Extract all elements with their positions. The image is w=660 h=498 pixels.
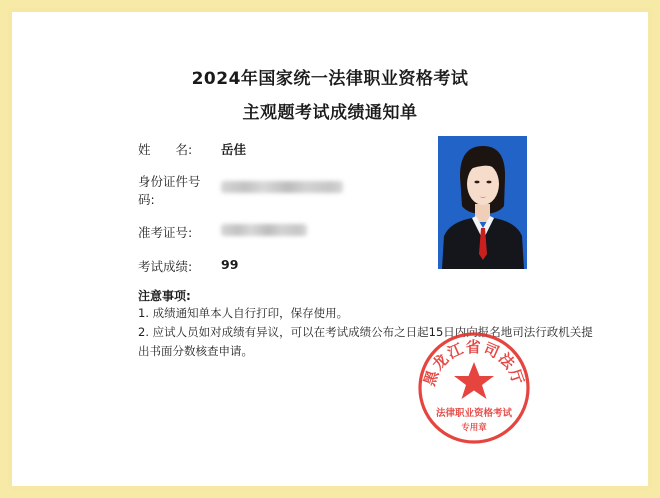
notice-item-2-line2: 出书面分数核查申请。: [138, 344, 253, 358]
exam-number-label: 准考证号:: [138, 225, 193, 240]
official-seal: [416, 330, 532, 446]
score-value: 99: [221, 257, 239, 272]
notice-item-1: 1. 成绩通知单本人自行打印，保存使用。: [138, 306, 349, 320]
svg-text:黑龙江省司法厅: 黑龙江省司法厅: [420, 338, 528, 389]
notice-title: 注意事项:: [138, 289, 191, 303]
document-title: 2024年国家统一法律职业资格考试: [191, 69, 469, 89]
name-value: 岳佳: [221, 142, 247, 157]
exam-number-redacted: [221, 224, 307, 236]
svg-text:法律职业资格考试: 法律职业资格考试: [435, 408, 513, 419]
score-label: 考试成绩:: [138, 259, 193, 274]
svg-text:专用章: 专用章: [461, 423, 487, 433]
notice-item-2-line1: 2. 应试人员如对成绩有异议，可以在考试成绩公布之日起15日内向报名地司法行政机关提: [138, 325, 593, 339]
id-photo: [438, 136, 527, 269]
id-number-redacted: [221, 181, 343, 193]
name-label: 姓 名:: [138, 142, 193, 157]
id-number-label-line1: 身份证件号: [138, 174, 201, 189]
id-number-label-line2: 码:: [138, 192, 155, 207]
document-subtitle: 主观题考试成绩通知单: [242, 103, 418, 123]
